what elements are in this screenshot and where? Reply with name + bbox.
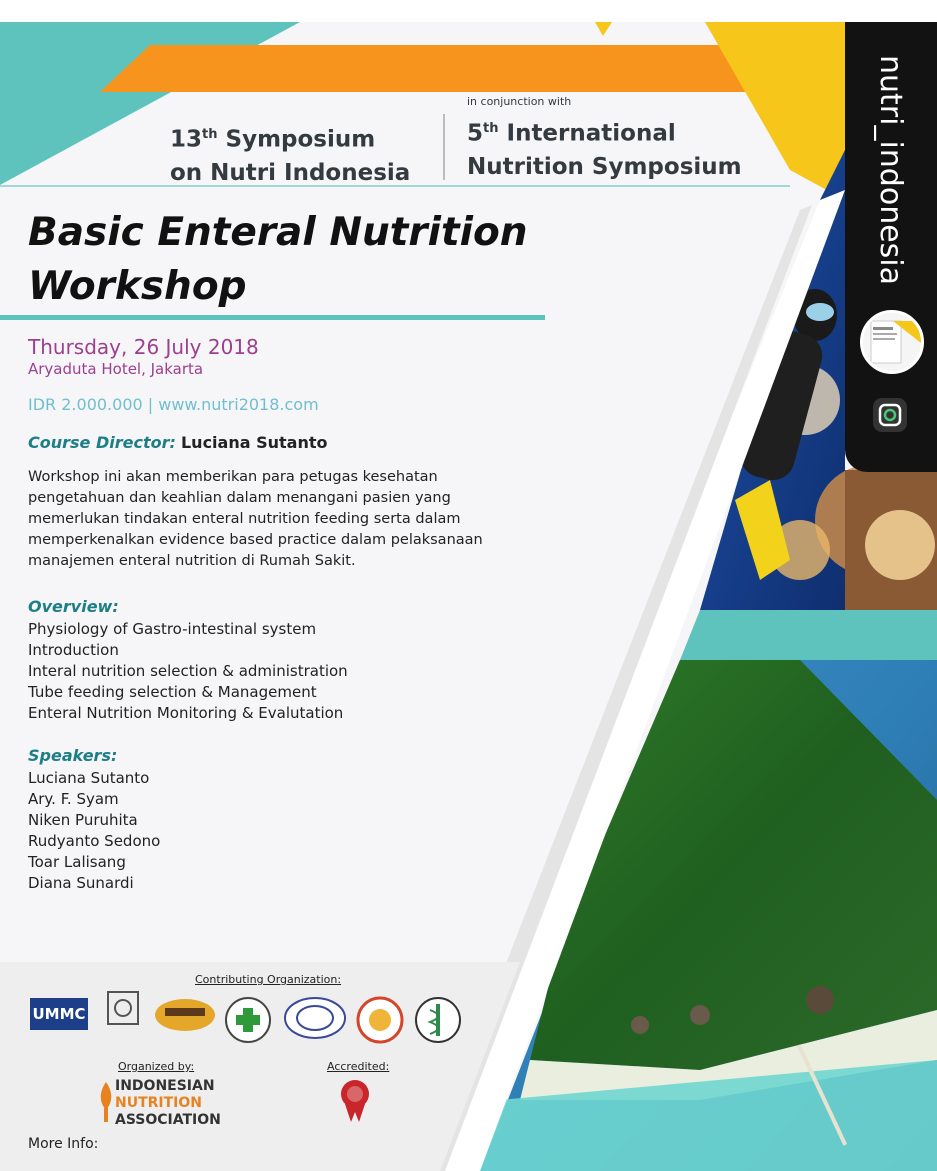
left-sup: th [202,127,218,142]
title-underline [0,315,545,320]
left-line2: on Nutri Indonesia [170,159,411,186]
left-line1: Symposium [217,126,376,153]
accredited-label: Accredited: [327,1060,390,1073]
symposium-title-left [170,118,410,190]
conjunction-text: in conjunction with [467,95,572,108]
list-item: Physiology of Gastro-intestinal system [28,620,317,638]
list-item: Interal nutrition selection & administration [28,662,348,680]
right-num: 5 [467,120,484,147]
repost-glyph-icon [873,398,907,432]
description-line: Workshop ini akan memberikan para petugas kesehatan [28,469,438,485]
list-item: Introduction [28,641,119,659]
ina-line1: INDONESIAN [115,1078,215,1094]
ummc-logo: UMMC [30,998,88,1030]
society-logo-icon [358,998,402,1042]
instagram-handle[interactable]: nutri_indonesia [873,54,908,286]
accreditation-badge-icon [338,1078,372,1124]
speakers-list [28,768,160,894]
description [28,467,548,572]
header-divider [443,114,445,180]
workshop-title [28,206,588,314]
event-venue: Aryaduta Hotel, Jakarta [28,360,204,378]
right-line1: International [498,120,676,147]
event-date: Thursday, 26 July 2018 [28,335,259,359]
university-logo-icon [108,992,138,1024]
globe-logo-icon [285,998,345,1038]
symposium-title-right [467,112,742,184]
description-line: manajemen enteral nutrition di Rumah Sakit. [28,553,356,569]
medical-cross-logo-icon [226,998,270,1042]
profile-avatar[interactable] [860,310,924,374]
left-num: 13 [170,126,203,153]
ina-logo-text [115,1078,221,1129]
title-line2: Workshop [28,264,247,309]
list-item: Ary. F. Syam [28,790,119,808]
description-line: memerlukan tindakan enteral nutrition feeding serta dalam [28,511,461,527]
overview-list [28,619,348,724]
list-item: Luciana Sutanto [28,769,150,787]
association-logo-icon [155,999,215,1031]
list-item: Niken Puruhita [28,811,138,829]
list-item: Diana Sunardi [28,874,134,892]
director-label: Course Director: [28,433,176,452]
event-price-url[interactable]: IDR 2.000.000 | www.nutri2018.com [28,395,319,414]
overview-label: Overview: [28,597,119,616]
speakers-label: Speakers: [28,746,118,765]
more-info-label: More Info: [28,1136,99,1152]
description-line: memperkenalkan evidence based practice dalam pelaksanaan [28,532,483,548]
right-line2: Nutrition Symposium [467,153,742,180]
list-item: Tube feeding selection & Management [28,683,317,701]
repost-icon[interactable] [873,398,907,432]
list-item: Rudyanto Sedono [28,832,161,850]
organized-by-label: Organized by: [118,1060,195,1073]
ina-logo-icon [97,1080,115,1124]
ina-line3: ASSOCIATION [115,1112,221,1128]
right-sup: th [483,121,499,136]
list-item: Toar Lalisang [28,853,126,871]
director-name: Luciana Sutanto [180,433,328,452]
ina-line2: NUTRITION [115,1095,203,1111]
small-yellow-triangle [595,22,612,36]
list-item: Enteral Nutrition Monitoring & Evalutation [28,704,344,722]
partner-logos [100,990,520,1050]
course-director [28,433,327,452]
avatar-thumbnail-icon [863,313,921,371]
title-line1: Basic Enteral Nutrition [28,210,528,255]
description-line: pengetahuan dan keahlian dalam menangani pasien yang [28,490,451,506]
contributing-label: Contributing Organization: [195,973,342,986]
caduceus-logo-icon [416,998,460,1042]
